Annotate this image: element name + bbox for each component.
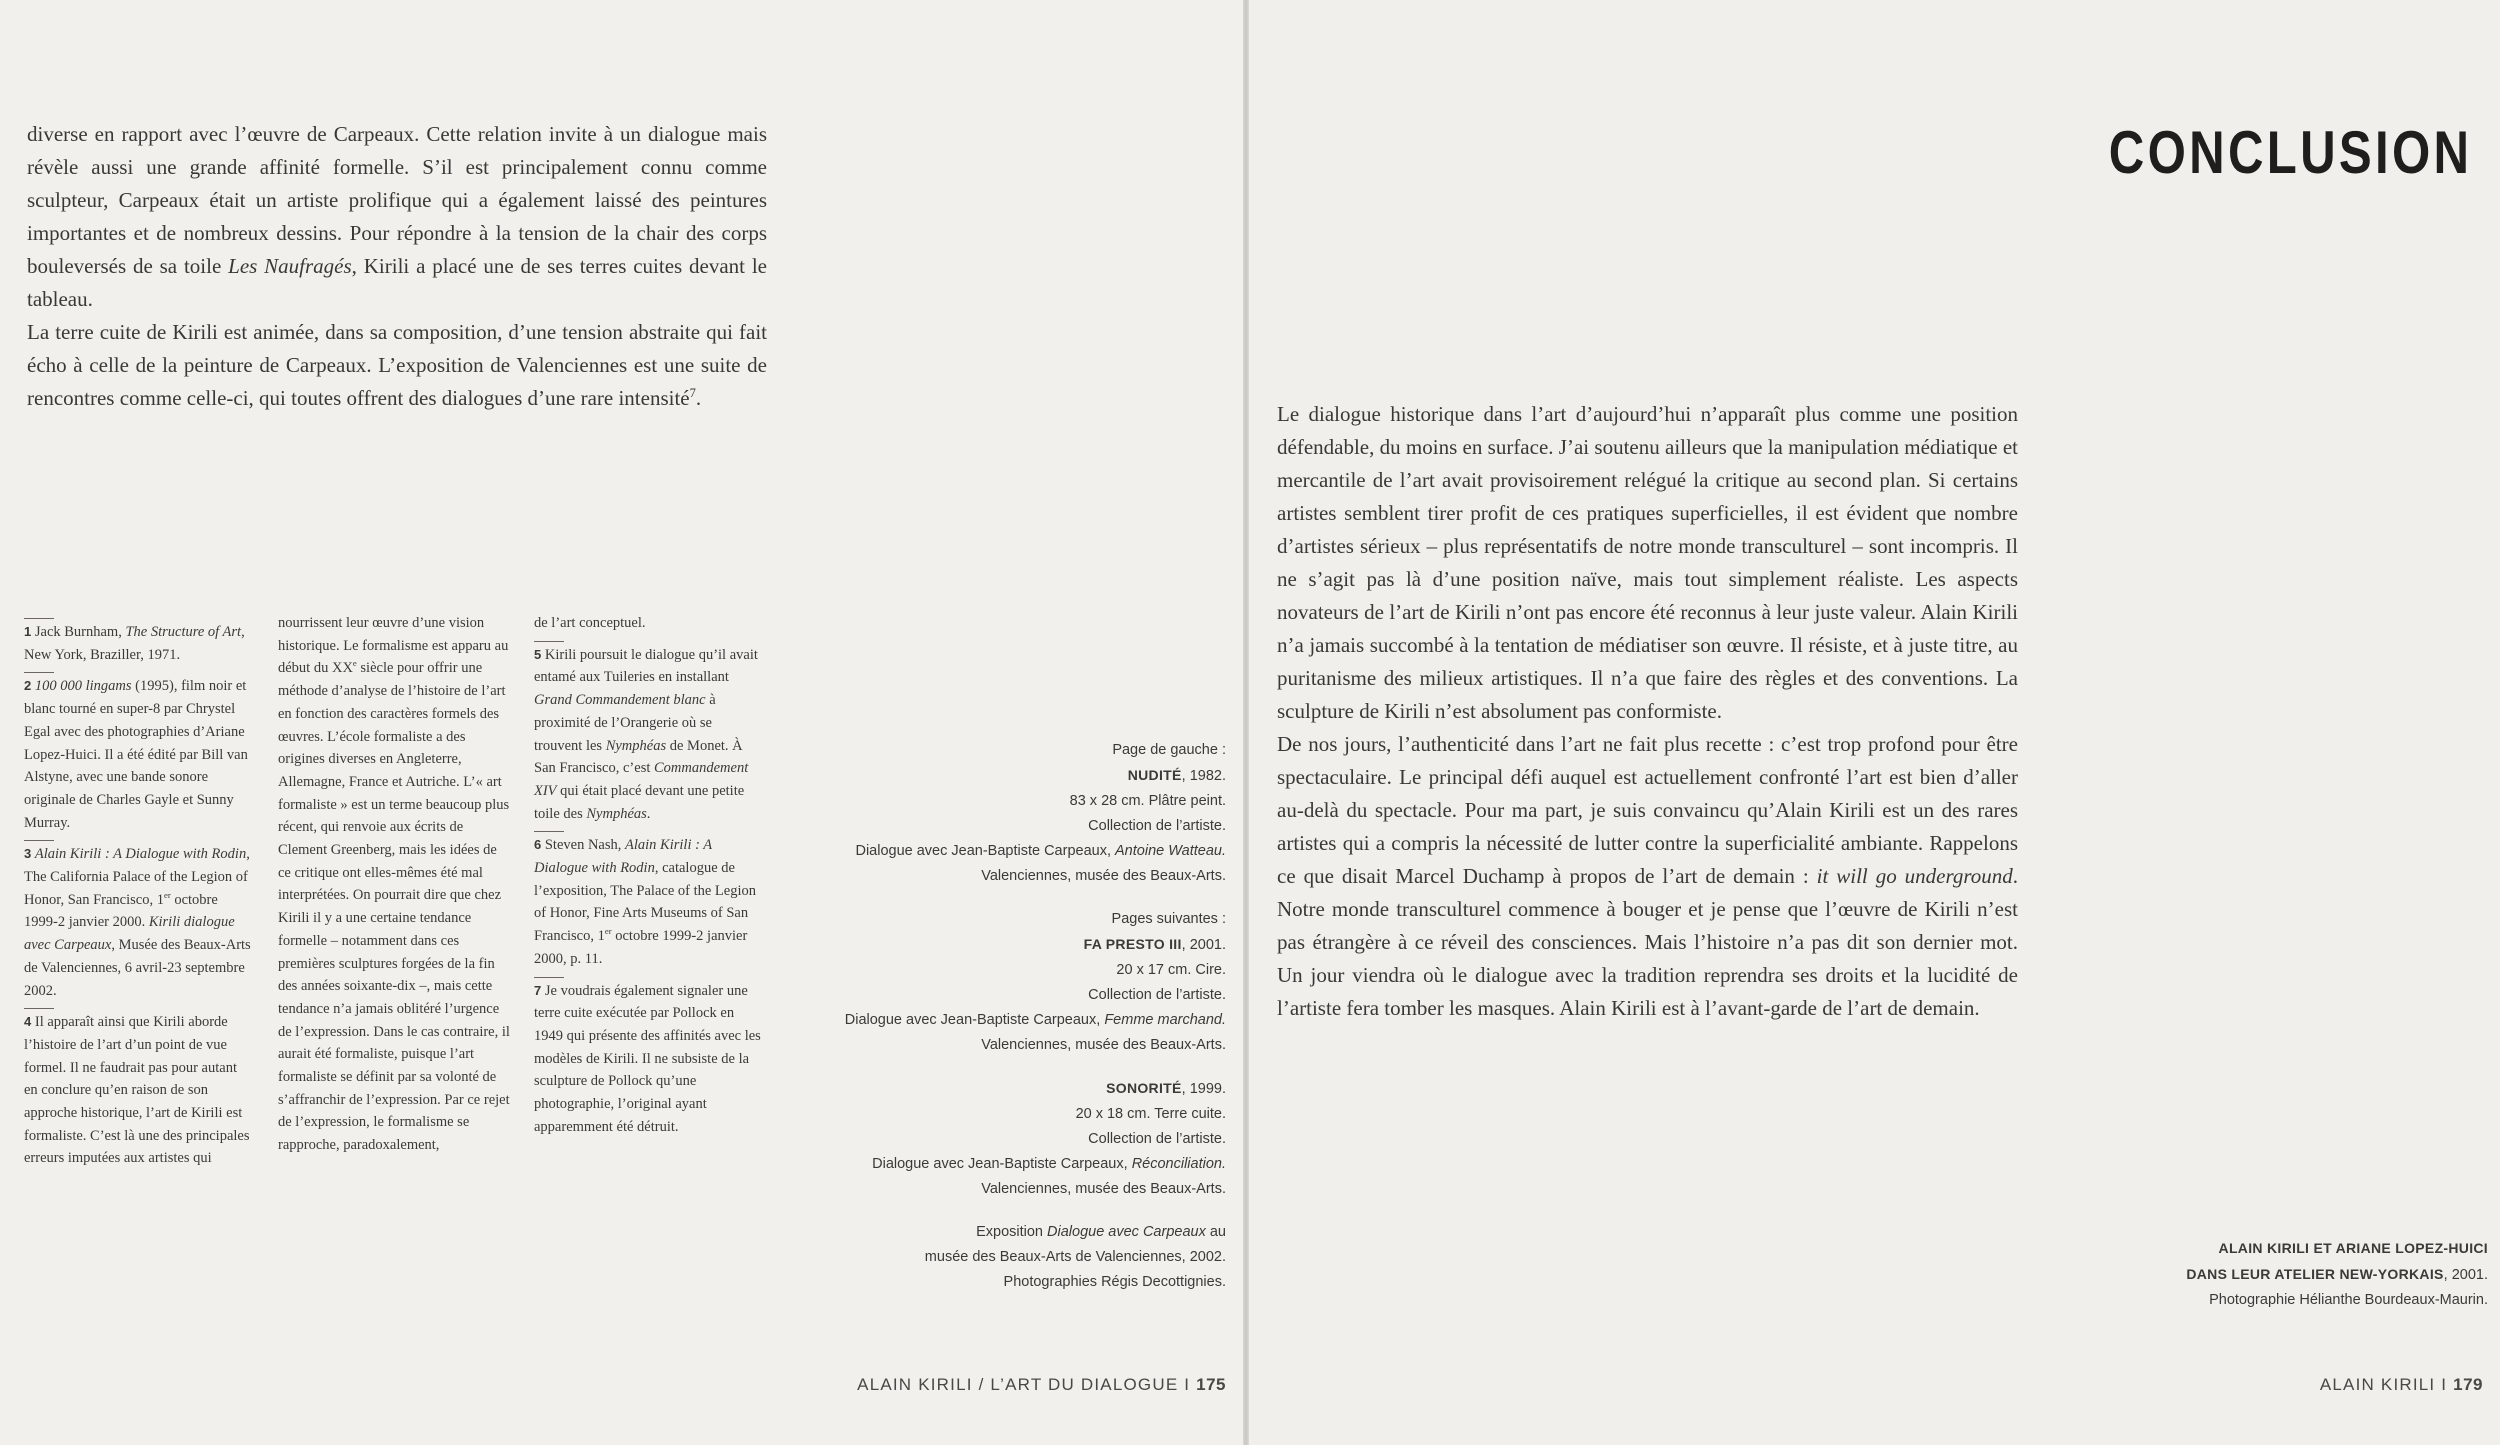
- text-run: au: [1205, 1224, 1226, 1240]
- footnotes-column-3: [534, 612, 762, 1138]
- credit-line-1: [2186, 1236, 2488, 1262]
- page-number: 175: [1196, 1375, 1226, 1394]
- image-captions: [790, 738, 1226, 1313]
- caption-dialogue-line: [790, 839, 1226, 864]
- running-head: ALAIN KIRILI I: [2319, 1375, 2454, 1394]
- main-paragraph: [27, 118, 767, 316]
- footnote-5: [534, 644, 762, 826]
- superscript: er: [163, 889, 171, 900]
- text-run: Je voudrais également signaler une terre cuite exécutée par Pollock en 1949 qui présente des affinités avec les modèles de Kirili. Il ne subsiste de la sculpture de Pollock qu’une photographie, l’original ayant apparemment été détruit.: [534, 982, 761, 1135]
- italic-title: The Structure of Art: [125, 624, 242, 640]
- footnote-rule: [24, 618, 54, 619]
- text-run: Exposition: [976, 1224, 1048, 1240]
- italic-title: Kirili dialogue avec Carpeaux: [24, 914, 235, 954]
- footnote-rule: [24, 672, 54, 673]
- artwork-location: Valenciennes, musée des Beaux-Arts.: [981, 1037, 1226, 1053]
- footnote-6: [534, 834, 762, 970]
- text-run: de l’art conceptuel.: [534, 615, 646, 631]
- footnote-3: [24, 843, 252, 1002]
- photo-credit: Photographie Hélianthe Bourdeaux-Maurin.: [2209, 1292, 2488, 1308]
- text-run: , Kirili a placé une de ses terres cuites devant le tableau.: [27, 254, 767, 311]
- artwork-collection: Collection de l’artiste.: [1088, 818, 1226, 834]
- text-run: octobre 1999-2 janvier 2000.: [24, 891, 218, 931]
- footnote-rule: [534, 977, 564, 978]
- artwork-dimensions: 20 x 18 cm. Terre cuite.: [1075, 1106, 1226, 1122]
- text-run: Dialogue avec Jean-Baptiste Carpeaux,: [844, 1012, 1105, 1028]
- caption-exhibition: [790, 1220, 1226, 1295]
- footnote-7: [534, 980, 762, 1139]
- footnote-number: 4: [24, 1014, 32, 1030]
- footnotes-column-1: [24, 612, 252, 1170]
- text-run: Jack Burnham,: [34, 624, 126, 640]
- italic-title: Réconciliation.: [1131, 1156, 1226, 1172]
- caption-fa-presto: [790, 907, 1226, 1058]
- text-run: Steven Nash,: [544, 837, 625, 854]
- footnote-1: [24, 621, 252, 666]
- text-run: octobre 1999-2 janvier 2000, p. 11.: [534, 928, 748, 967]
- italic-title: Alain Kirili : A Dialogue with Rodin: [34, 846, 247, 863]
- footnote-number: 3: [24, 846, 32, 862]
- running-head: ALAIN KIRILI / L’ART DU DIALOGUE I: [857, 1375, 1197, 1394]
- caption-title-line: [790, 1076, 1226, 1102]
- footnote-number: 5: [534, 646, 542, 662]
- caption-dialogue-line: [790, 1008, 1226, 1033]
- italic-title: Femme marchand.: [1104, 1012, 1226, 1028]
- text-run: qui était placé devant une petite toile des: [534, 782, 745, 822]
- italic-title: Les Naufragés: [228, 254, 352, 278]
- photo-credit: Photographies Régis Decottignies.: [1003, 1274, 1226, 1290]
- left-main-text: [27, 118, 767, 415]
- text-run: De nos jours, l’authenticité dans l’art ne fait plus recette : c’est trop profond pour être spectaculaire. Le principal défi auquel est actuellement confronté l’art est bien d’aller au-delà du spectacle. Pour ma part, je suis convaincu qu’Alain Kirili est un des rares artistes qui a compris la nécessité de lutter contre la superficialité ambiante. Rappelons ce que disait Marcel Duchamp à propos de l’art de demain :: [1277, 732, 2018, 888]
- text-run: à proximité de l’Orangerie où se trouvent les: [534, 692, 716, 754]
- italic-title: 100 000 lingams: [34, 678, 132, 695]
- artwork-dimensions: 83 x 28 cm. Plâtre peint.: [1069, 793, 1226, 809]
- text-run: (1995), film noir et blanc tourné en super-8 par Chrystel Egal avec des photographies d’Ariane Lopez-Huici. Il a été édité par Bill van Alstyne, avec une bande sonore originale de Charles Gayle et Sunny Murray.: [24, 678, 248, 831]
- text-run: , catalogue de l’exposition, The Palace of the Legion of Honor, Fine Arts Museums of San Francisco, 1: [534, 860, 757, 945]
- caption-nudite: [790, 738, 1226, 889]
- text-run: La terre cuite de Kirili est animée, dans sa composition, d’une tension abstraite qui fait écho à celle de la peinture de Carpeaux. L’exposition de Valenciennes est une suite de rencontres comme celle-ci, qui toutes offrent des dialogues d’une rare intensité: [27, 320, 767, 410]
- footnote-rule: [24, 840, 54, 841]
- credit-title: ALAIN KIRILI ET ARIANE LOPEZ-HUICI: [2218, 1240, 2488, 1256]
- artwork-dimensions: 20 x 17 cm. Cire.: [1116, 962, 1226, 978]
- text-run: Il apparaît ainsi que Kirili aborde l’histoire de l’art d’un point de vue formel. Il ne faudrait pas pour autant en conclure qu’en raison de son approche historique, l’art de Kirili est formaliste. C’est là une des principales erreurs imputées aux artistes qui: [24, 1014, 250, 1167]
- italic-title: Nymphéas: [586, 805, 647, 822]
- italic-title: Alain Kirili : A Dialogue with Rodin: [534, 837, 712, 877]
- credit-year: , 2001.: [2443, 1267, 2488, 1283]
- artwork-title: NUDITÉ: [1127, 767, 1182, 783]
- superscript: er: [604, 926, 612, 937]
- text-run: diverse en rapport avec l’œuvre de Carpeaux. Cette relation invite à un dialogue mais révèle aussi une grande affinité formelle. S’il est principalement connu comme sculpteur, Carpeaux était un artiste prolifique qui a également laissé des peintures importantes et de nombreux dessins. Pour répondre à la tension de la chair des corps bouleversés de sa toile: [27, 122, 767, 278]
- caption-sonorite: [790, 1076, 1226, 1202]
- page-number: 179: [2453, 1375, 2483, 1394]
- caption-title-line: [790, 763, 1226, 789]
- artwork-collection: Collection de l’artiste.: [1088, 987, 1226, 1003]
- text-run: , The California Palace of the Legion of Honor, San Francisco, 1: [24, 846, 250, 908]
- artwork-year: , 2001.: [1181, 937, 1226, 953]
- footnote-number: 6: [534, 837, 542, 853]
- text-run: siècle pour offrir une méthode d’analyse de l’histoire de l’art en fonction des caractères formels des œuvres. L’école formaliste a des origines diverses en Angleterre, Allemagne, France et Autriche. L’« art formaliste » est un terme beaucoup plus récent, qui renvoie aux écrits de Clement Greenberg, mais les idées de ce critique ont elles-mêmes été mal interprétées. On pourrait dire que chez Kirili il y a une certaine tendance formelle – notamment dans ces premières sculptures forgées de la fin des années soixante-dix –, mais cette tendance n’a jamais oblitéré l’urgence de l’expression. Dans le cas contraire, il aurait été formaliste, puisque l’art formaliste se définit par sa volonté de s’affranchir de l’expression. Par ce rejet de l’expression, le formalisme se rapproche, paradoxalement,: [278, 660, 510, 1154]
- century-numeral: XX: [331, 660, 353, 677]
- italic-quote: it will go underground: [1816, 864, 2013, 888]
- credit-title: DANS LEUR ATELIER NEW-YORKAIS: [2186, 1266, 2444, 1282]
- artwork-location: Valenciennes, musée des Beaux-Arts.: [981, 1181, 1226, 1197]
- footnote-number: 1: [24, 624, 32, 639]
- caption-dialogue-line: [790, 1152, 1226, 1177]
- text-run: .: [695, 386, 702, 410]
- photo-caption-right: [2186, 1236, 2488, 1313]
- text-run: de Monet. À San Francisco, c’est: [534, 737, 743, 777]
- page-folio-left: [857, 1375, 1226, 1395]
- footnote-number: 7: [534, 982, 542, 998]
- conclusion-paragraph: [1277, 398, 2018, 728]
- italic-title: Dialogue avec Carpeaux: [1047, 1224, 1206, 1240]
- section-title: CONCLUSION: [2108, 119, 2472, 186]
- page-folio-right: [2320, 1375, 2483, 1395]
- italic-title: Antoine Watteau.: [1115, 843, 1226, 859]
- text-run: Le dialogue historique dans l’art d’aujourd’hui n’apparaît plus comme une position défendable, du moins en surface. J’ai soutenu ailleurs que la manipulation médiatique et mercantile de l’art avait provisoirement relégué la critique au second plan. Si certains artistes semblent tirer profit de ces pratiques superficielles, il est évident que nombre d’artistes sérieux – plus représentatifs de notre monde transculturel – sont incompris. Il ne s’agit pas là d’une position naïve, mais tout simplement réaliste. Les aspects novateurs de l’art de Kirili n’ont pas encore été reconnus à leur juste valeur. Alain Kirili n’a jamais succombé à la tentation de médiatiser son œuvre. Il résiste, et à juste titre, au puritanisme des milieux artistiques. Il n’a que faire des règles et des conventions. La sculpture de Kirili n’est absolument pas conformiste.: [1277, 402, 2018, 723]
- caption-title-line: [790, 932, 1226, 958]
- artwork-location: Valenciennes, musée des Beaux-Arts.: [981, 868, 1226, 884]
- italic-title: Grand Commandement blanc: [534, 692, 706, 709]
- footnote-ref: 7: [689, 386, 696, 400]
- text-run: , Musée des Beaux-Arts de Valenciennes, 6 avril-23 septembre 2002.: [24, 937, 251, 999]
- footnote-4-end: [534, 612, 762, 635]
- text-run: Kirili poursuit le dialogue qu’il avait entamé aux Tuileries en installant: [534, 646, 758, 686]
- footnote-2: [24, 675, 252, 834]
- text-run: Dialogue avec Jean-Baptiste Carpeaux,: [855, 843, 1116, 859]
- artwork-year: , 1982.: [1181, 768, 1226, 784]
- artwork-year: , 1999.: [1181, 1081, 1226, 1097]
- italic-title: Commandement XIV: [534, 760, 749, 799]
- left-page: [0, 0, 1243, 1445]
- caption-heading: Page de gauche :: [1112, 742, 1226, 758]
- italic-title: Nymphéas: [605, 737, 667, 754]
- text-run: Dialogue avec Jean-Baptiste Carpeaux,: [872, 1156, 1132, 1172]
- exhibition-line: [790, 1220, 1226, 1245]
- footnote-rule: [24, 1008, 54, 1009]
- artwork-collection: Collection de l’artiste.: [1088, 1131, 1226, 1147]
- main-paragraph: [27, 316, 767, 415]
- footnote-rule: [534, 831, 564, 832]
- footnote-number: 2: [24, 678, 32, 694]
- footnote-4-continued: [278, 612, 510, 1157]
- footnotes-column-2: [278, 612, 510, 1157]
- text-run: , New York, Braziller, 1971.: [24, 624, 245, 663]
- artwork-title: SONORITÉ: [1106, 1080, 1182, 1096]
- text-run: nourrissent leur œuvre d’une vision historique. Le formalisme est apparu au début du: [278, 615, 509, 677]
- footnote-rule: [534, 641, 564, 642]
- text-run: .: [646, 805, 651, 822]
- artwork-title: FA PRESTO III: [1083, 936, 1182, 952]
- conclusion-paragraph: [1277, 728, 2018, 1025]
- text-run: . Notre monde transculturel commence à bouger et je pense que l’œuvre de Kirili n’est pas étrangère à ce réveil des consciences. Mais l’histoire n’a pas dit son dernier mot. Un jour viendra où le dialogue avec la tradition reprendra ses droits et la lucidité de l’artiste fera tomber les masques. Alain Kirili est à l’avant-garde de l’art de demain.: [1277, 864, 2018, 1020]
- footnote-4: [24, 1011, 252, 1170]
- credit-line-2: [2186, 1262, 2488, 1288]
- exhibition-venue: musée des Beaux-Arts de Valenciennes, 2002.: [924, 1249, 1226, 1265]
- superscript: e: [352, 658, 357, 669]
- conclusion-text: [1277, 398, 2018, 1025]
- caption-heading: Pages suivantes :: [1111, 911, 1226, 927]
